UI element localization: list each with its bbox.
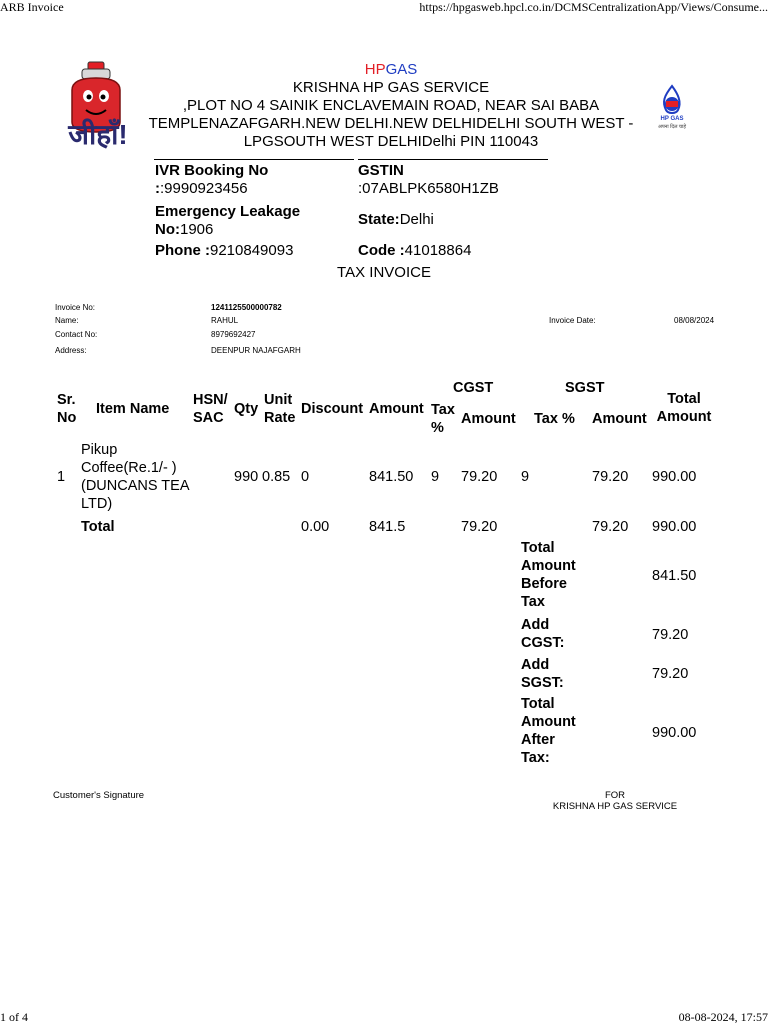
state-label: State: [358,211,400,228]
total-row-discount: 0.00 [301,519,330,535]
contact-no: 8979692427 [211,330,256,339]
doc-title: TAX INVOICE [337,264,431,281]
company-name: KRISHNA HP GAS SERVICE [292,79,490,96]
print-footer-datetime: 08-08-2024, 17:57 [678,1010,768,1024]
state [358,211,553,229]
gstin-value: :07ABLPK6580H1ZB [358,180,499,197]
th-item-name: Item Name [96,401,170,417]
cell-sgst-pct: 9 [521,469,530,485]
company-address: ,PLOT NO 4 SAINIK ENCLAVEMAIN ROAD, NEAR SAI BABA TEMPLENAZAFGARH.NEW DELHI.NEW DELHIDELHI SOUTH WEST - LPGSOUTH WEST DELHIDelhi PIN 110043 [148,97,634,150]
emergency-leakage [155,203,355,239]
mascot-logo [58,60,138,156]
th-sgst-group: SGST [565,380,605,396]
emergency-label-2: No: [155,221,180,238]
phone-label: Phone : [155,242,210,259]
cell-unit-rate: 0.85 [262,469,291,485]
separator-left [154,159,354,160]
hp-gas-tagline: अपना दिल चाहे [658,124,686,130]
th-qty: Qty [234,401,259,417]
gstin [358,162,553,198]
for-label: FOR [604,790,626,801]
cell-qty: 990 [234,469,259,485]
mascot-text: जीहाँ! [68,119,128,150]
for-company: KRISHNA HP GAS SERVICE [552,801,678,812]
gstin-label: GSTIN [358,162,404,179]
th-amount: Amount [369,401,424,417]
code-value: 41018864 [404,242,472,259]
total-row-amount: 841.5 [369,519,406,535]
hp-gas-logo [654,84,690,134]
contact-no-label: Contact No: [55,330,98,339]
code [358,242,553,260]
print-header-url: https://hpgasweb.hpcl.co.in/DCMSCentralizationApp/Views/Consume... [419,0,768,14]
code-label: Code : [358,242,405,259]
cell-amount: 841.50 [369,469,414,485]
name-label: Name: [55,316,79,325]
ivr-label: IVR Booking No [155,162,269,179]
invoice-date-label: Invoice Date: [549,316,596,325]
brand-line [140,61,642,79]
hp-gas-flame-icon [654,84,690,120]
summary-before-tax-label: Total Amount Before Tax [521,540,576,610]
th-sr-no: Sr. No [57,392,77,426]
invoice-date: 08/08/2024 [674,316,715,325]
ivr-value: :9990923456 [160,180,248,197]
cell-cgst-pct: 9 [431,469,440,485]
emergency-label: Emergency Leakage [155,203,301,220]
brand-gas: GAS [385,61,418,78]
phone-value: 9210849093 [210,242,294,259]
th-unit-rate: Unit Rate [264,392,296,426]
cell-sr: 1 [57,469,66,485]
total-row-cgst: 79.20 [461,519,498,535]
emergency-value: 1906 [180,221,214,238]
hp-gas-logo-text: HP GAS [660,116,684,122]
separator-right [358,159,548,160]
invoice-no-label: Invoice No: [55,303,96,312]
invoice-no: 1241125500000782 [211,303,282,312]
cell-item-name: Pikup Coffee(Re.1/- ) (DUNCANS TEA LTD) [81,442,189,512]
summary-after-tax-label: Total Amount After Tax: [521,696,576,766]
total-row-total: 990.00 [652,519,697,535]
phone [155,242,355,260]
ivr-booking: IVR Booking No ::9990923456 [155,162,350,198]
th-sgst-tax-pct: Tax % [534,411,575,427]
th-sgst-amount: Amount [592,411,647,427]
cell-discount: 0 [301,469,310,485]
address-label: Address: [55,346,87,355]
summary-after-tax-value: 990.00 [652,725,697,741]
th-cgst-amount: Amount [461,411,516,427]
summary-sgst-value: 79.20 [652,666,689,682]
th-discount: Discount [301,401,364,417]
cell-sgst-amount: 79.20 [592,469,629,485]
th-cgst-group: CGST [453,380,494,396]
customer-address: DEENPUR NAJAFGARH [211,346,301,355]
customer-signature: Customer's Signature [53,790,145,801]
state-value: Delhi [399,211,434,228]
brand-hp: HP [364,61,386,78]
customer-name: RAHUL [211,316,239,325]
total-row-sgst: 79.20 [592,519,629,535]
th-cgst-tax-pct: Tax % [431,402,455,436]
summary-cgst-value: 79.20 [652,627,689,643]
print-header-title: ARB Invoice [0,0,64,14]
cell-total: 990.00 [652,469,697,485]
summary-cgst-label: Add CGST: [521,617,565,651]
th-total-amount: Total Amount [656,391,712,425]
summary-sgst-label: Add SGST: [521,657,564,691]
summary-before-tax-value: 841.50 [652,568,697,584]
th-hsn-sac: HSN/ SAC [193,392,228,426]
total-row-label: Total [81,519,115,535]
cell-cgst-amount: 79.20 [461,469,498,485]
print-footer-page: 1 of 4 [0,1010,28,1024]
